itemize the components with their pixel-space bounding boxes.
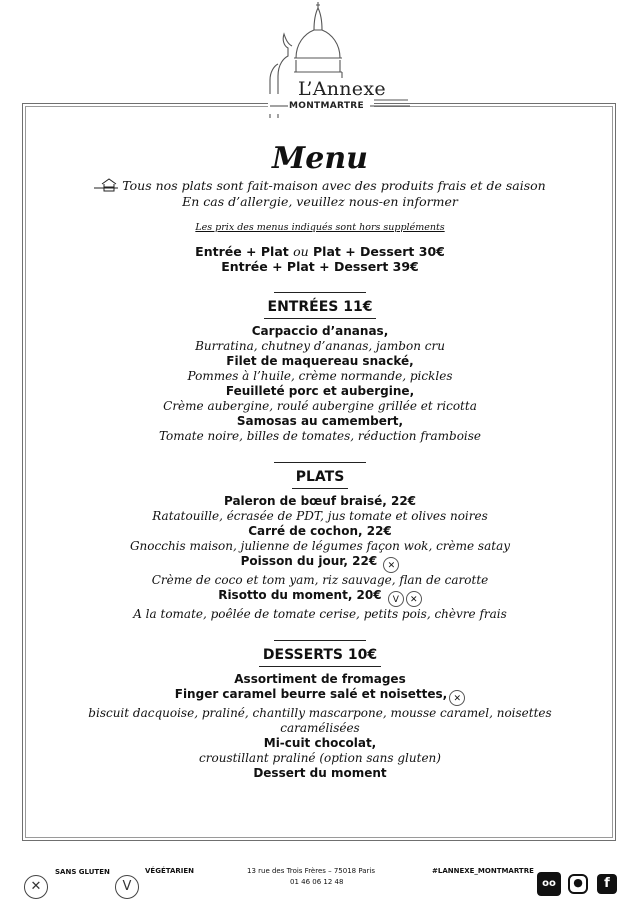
gluten-free-icon: ✕: [449, 690, 465, 706]
section-entrees: [30, 292, 610, 444]
dish-desc-continued: caramélisées: [280, 721, 360, 735]
dish-desc: Crème aubergine, roulé aubergine grillée et ricotta: [163, 399, 477, 413]
dish-name-with-badge: [30, 588, 610, 607]
dish-desc: croustillant praliné (option sans gluten): [199, 751, 441, 765]
price-note: Les prix des menus indiqués sont hors suppléments: [195, 222, 445, 233]
dish-name: Filet de maquereau snacké,: [226, 354, 414, 368]
dish-name: Dessert du moment: [253, 766, 387, 780]
dish-name-text: Risotto du moment, 20€: [218, 588, 382, 602]
dish-name: Assortiment de fromages: [234, 672, 406, 686]
facebook-icon[interactable]: f: [597, 874, 617, 894]
brand-rule-right: [370, 105, 410, 108]
formula-1-or: ou: [293, 244, 309, 259]
vegetarian-label: VÉGÉTARIEN: [145, 867, 195, 875]
formula-2: Entrée + Plat + Dessert 39€: [221, 259, 419, 274]
dish-desc: Burratina, chutney d’ananas, jambon cru: [195, 339, 445, 353]
brand-rule-left: [270, 105, 288, 108]
intro-block: [30, 178, 610, 210]
dish-desc: Pommes à l’huile, crème normande, pickles: [187, 369, 453, 383]
intro-line-homemade: [30, 178, 610, 194]
dish-name-with-badge: [30, 687, 610, 706]
footer: [0, 850, 640, 906]
brand-name: L’Annexe: [298, 78, 386, 100]
address: 13 rue des Trois Frères – 75018 Paris: [247, 867, 376, 875]
dish-name: Carpaccio d’ananas,: [251, 324, 389, 338]
section-title-desserts: DESSERTS 10€: [259, 646, 381, 667]
dish-desc: biscuit dacquoise, praliné, chantilly mascarpone, mousse caramel, noisettes: [88, 706, 552, 720]
section-rule: [274, 292, 366, 293]
intro-line1: Tous nos plats sont fait-maison avec des produits frais et de saison: [122, 178, 546, 193]
hashtag[interactable]: #LANNEXE_MONTMARTRE: [432, 867, 534, 875]
gluten-free-icon: ✕: [24, 875, 48, 899]
dish-desc: Crème de coco et tom yam, riz sauvage, flan de carotte: [151, 573, 489, 587]
section-title-entrees: ENTRÉES 11€: [264, 298, 377, 319]
dish-name: Feuilleté porc et aubergine,: [225, 384, 415, 398]
intro-line2: En cas d’allergie, veuillez nous-en informer: [182, 194, 458, 209]
gluten-free-icon: ✕: [383, 557, 399, 573]
plats-list: [30, 494, 610, 622]
dish-name-text: Poisson du jour, 22€: [240, 554, 378, 568]
section-title-plats: PLATS: [292, 468, 349, 489]
menu-title: Menu: [272, 141, 368, 176]
dish-name: Carré de cochon, 22€: [248, 524, 392, 538]
section-rule: [274, 462, 366, 463]
dish-desc: Tomate noire, billes de tomates, réduction framboise: [158, 429, 482, 443]
section-desserts: [30, 640, 610, 781]
formulas: [30, 244, 610, 274]
gluten-free-icon: ✕: [406, 591, 422, 607]
formula-1-part-b: Plat + Dessert 30€: [308, 244, 445, 259]
gluten-free-label: SANS GLUTEN: [55, 868, 110, 876]
dish-desc: Ratatouille, écrasée de PDT, jus tomate et olives noires: [152, 509, 488, 523]
dish-desc: Gnocchis maison, julienne de légumes façon wok, crème satay: [129, 539, 511, 553]
vegetarian-icon: V: [115, 875, 139, 899]
instagram-icon[interactable]: ●: [568, 874, 588, 894]
brand-subtitle: MONTMARTRE: [289, 101, 364, 111]
menu-content: [30, 140, 610, 781]
formula-1-part-a: Entrée + Plat: [195, 244, 294, 259]
section-rule: [274, 640, 366, 641]
vegetarian-icon: V: [388, 591, 404, 607]
tripadvisor-icon[interactable]: oo: [537, 872, 561, 896]
homemade-house-icon: [94, 178, 118, 192]
dish-name: Samosas au camembert,: [236, 414, 404, 428]
dish-name: Mi-cuit chocolat,: [263, 736, 377, 750]
phone: 01 46 06 12 48: [290, 878, 344, 886]
dish-desc: A la tomate, poêlée de tomate cerise, petits pois, chèvre frais: [133, 607, 507, 621]
dish-name: Paleron de bœuf braisé, 22€: [223, 494, 417, 508]
dish-name-with-badge: [30, 554, 610, 573]
desserts-list: [30, 672, 610, 781]
section-plats: [30, 462, 610, 622]
dish-name-text: Finger caramel beurre salé et noisettes,: [174, 687, 448, 701]
formula-1: [30, 244, 610, 259]
entrees-list: [30, 324, 610, 444]
